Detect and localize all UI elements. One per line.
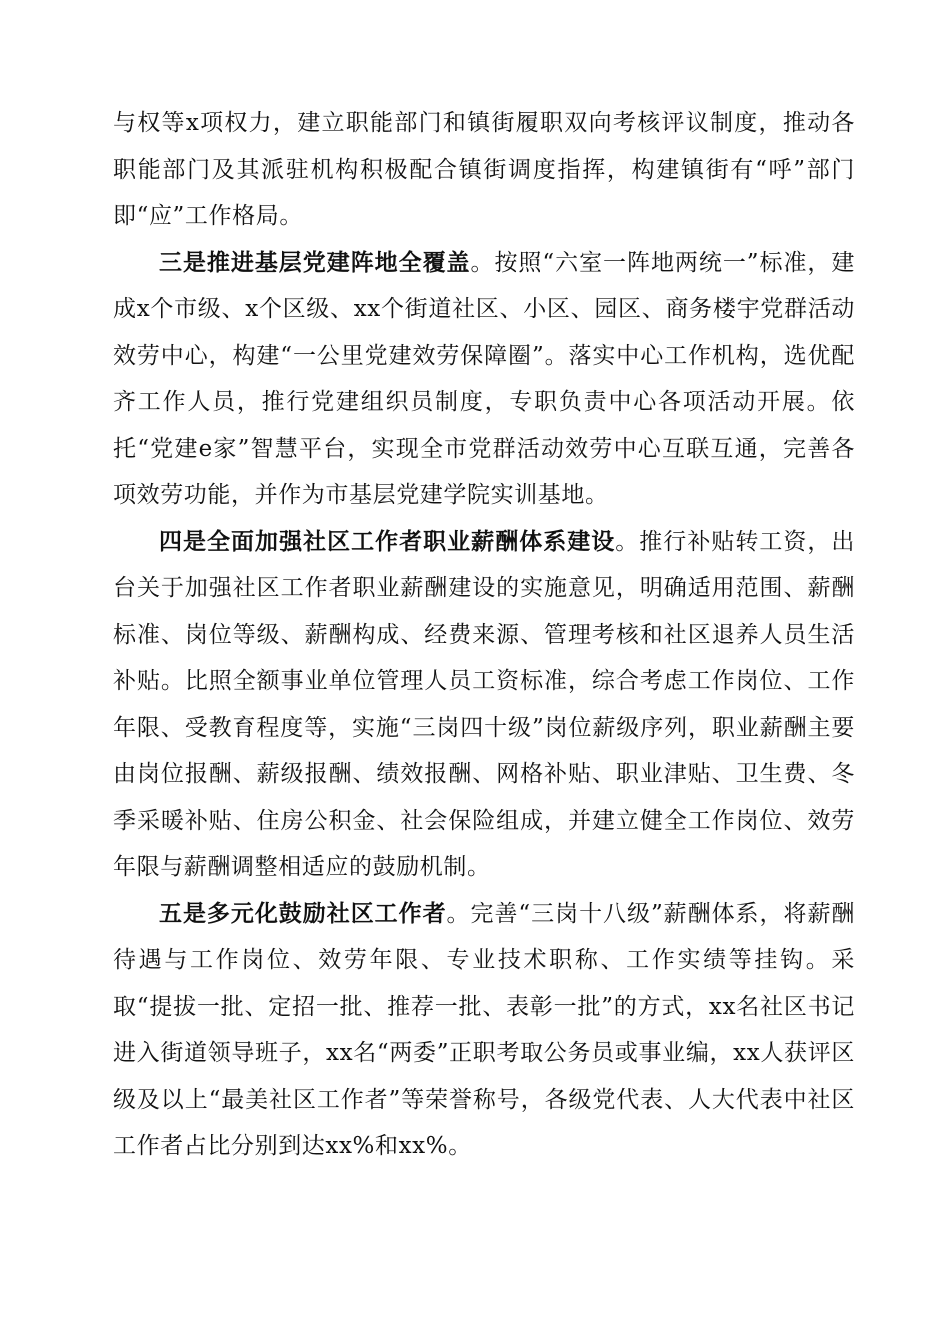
- paragraph-text: 。完善“三岗十八级”薪酬体系，将薪酬待遇与工作岗位、效劳年限、专业技术职称、工作实绩等挂钩。采取“提拔一批、定招一批、推荐一批、表彰一批”的方式，xx名社区书记进入街道领导班子，xx名“两委”正职考取公务员或事业编，xx人获评区级及以上“最美社区工作者”等荣誉称号，各级党代表、人大代表中社区工作者占比分别到达xx%和xx%。: [113, 900, 856, 1159]
- document-body: [113, 100, 855, 1170]
- paragraph-continuation: [113, 100, 855, 240]
- paragraph-lead-heading: 四是全面加强社区工作者职业薪酬体系建设: [159, 527, 616, 555]
- paragraph-party-building-coverage: [113, 240, 855, 519]
- paragraph-text: 。按照“六室一阵地两统一”标准，建成x个市级、x个区级、xx个街道社区、小区、园区、商务楼宇党群活动效劳中心，构建“一公里党建效劳保障圈”。落实中心工作机构，选优配齐工作人员，推行党建组织员制度，专职负责中心各项活动开展。依托“党建e家”智慧平台，实现全市党群活动效劳中心互联互通，完善各项效劳功能，并作为市基层党建学院实训基地。: [113, 249, 855, 508]
- paragraph-lead-heading: 三是推进基层党建阵地全覆盖: [159, 248, 471, 276]
- paragraph-text: 。推行补贴转工资，出台关于加强社区工作者职业薪酬建设的实施意见，明确适用范围、薪酬标准、岗位等级、薪酬构成、经费来源、管理考核和社区退养人员生活补贴。比照全额事业单位管理人员工资标准，综合考虑工作岗位、工作年限、受教育程度等，实施“三岗四十级”岗位薪级序列，职业薪酬主要由岗位报酬、薪级报酬、绩效报酬、网格补贴、职业津贴、卫生费、冬季采暖补贴、住房公积金、社会保险组成，并建立健全工作岗位、效劳年限与薪酬调整相适应的鼓励机制。: [113, 528, 856, 880]
- paragraph-diversified-incentives: [113, 891, 855, 1170]
- paragraph-text: 与权等x项权力，建立职能部门和镇街履职双向考核评议制度，推动各职能部门及其派驻机构积极配合镇街调度指挥，构建镇街有“呼”部门即“应”工作格局。: [113, 110, 855, 229]
- paragraph-lead-heading: 五是多元化鼓励社区工作者: [159, 899, 447, 927]
- paragraph-salary-system: [113, 519, 855, 891]
